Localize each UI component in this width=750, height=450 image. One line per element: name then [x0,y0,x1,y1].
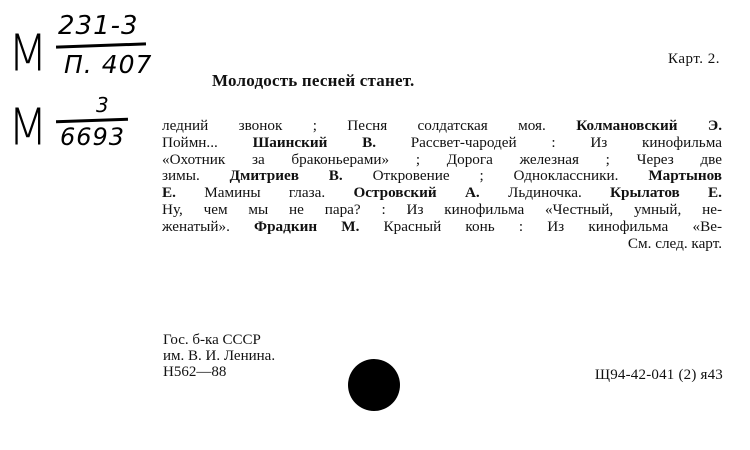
body-segment: Мамины глаза. [175,184,354,202]
author-name: Е. [162,184,176,202]
author-name: Дмитриев В. [229,167,343,185]
body-line [162,219,722,236]
author-name: Мартынов [648,167,722,185]
body-segment: Откровение ; Одноклассники. [342,167,649,185]
library-dedication-line: им. В. И. Ленина. [163,348,276,364]
body-line [162,135,722,152]
continuation-note: См. след. карт. [627,234,722,252]
body-segment: Красный конь : Из кинофильма «Ве- [359,217,722,235]
card-number-label: Карт. 2. [668,51,720,67]
punch-hole [348,359,400,411]
classification-code: Щ94-42-041 (2) я43 [594,367,723,383]
body-line [162,118,722,135]
body-segment: Рассвет-чародей : Из кинофильма [376,133,722,151]
shelfmark-letter: М [8,23,48,83]
body-segment: «Охотник за браконьерами» ; Дорога железная ; Через две [162,150,722,168]
body-segment: Ну, чем мы не пара? : Из кинофильма «Честный, умный, не- [162,200,722,218]
body-line [162,152,722,169]
shelfmark-2 [8,95,158,165]
shelfmark-letter: М [8,97,48,157]
body-line [162,185,722,202]
shelfmark-numerator: 3 [96,93,110,117]
body-segment: Поймн... [162,133,253,151]
body-segment: Льдиночка. [479,184,611,202]
author-name: Колмановский Э. [576,117,723,134]
author-name: Островский А. [353,184,480,202]
body-segment: женатый». [162,217,255,235]
author-name: Крылатов Е. [610,184,722,202]
shelfmark-fraction-bar [56,42,146,48]
body-line [162,168,722,185]
shelfmark-denominator: П. 407 [64,50,153,79]
shelfmark-denominator: 6693 [60,123,126,151]
body-line [162,202,722,219]
card-title: Молодость песней станет. [212,71,415,90]
shelfmark-numerator: 231-3 [58,11,139,41]
shelfmark-1 [8,8,158,83]
author-name: Фрадкин М. [254,217,360,235]
library-name-line: Гос. б-ка СССР [163,332,261,348]
body-segment: зимы. [162,167,230,185]
library-imprint [163,332,275,380]
body-segment: ледний звонок ; Песня солдатская моя. [162,117,577,134]
library-order-number: Н562—88 [163,364,227,380]
card-body-text [162,118,722,252]
author-name: Шаинский В. [252,133,376,151]
